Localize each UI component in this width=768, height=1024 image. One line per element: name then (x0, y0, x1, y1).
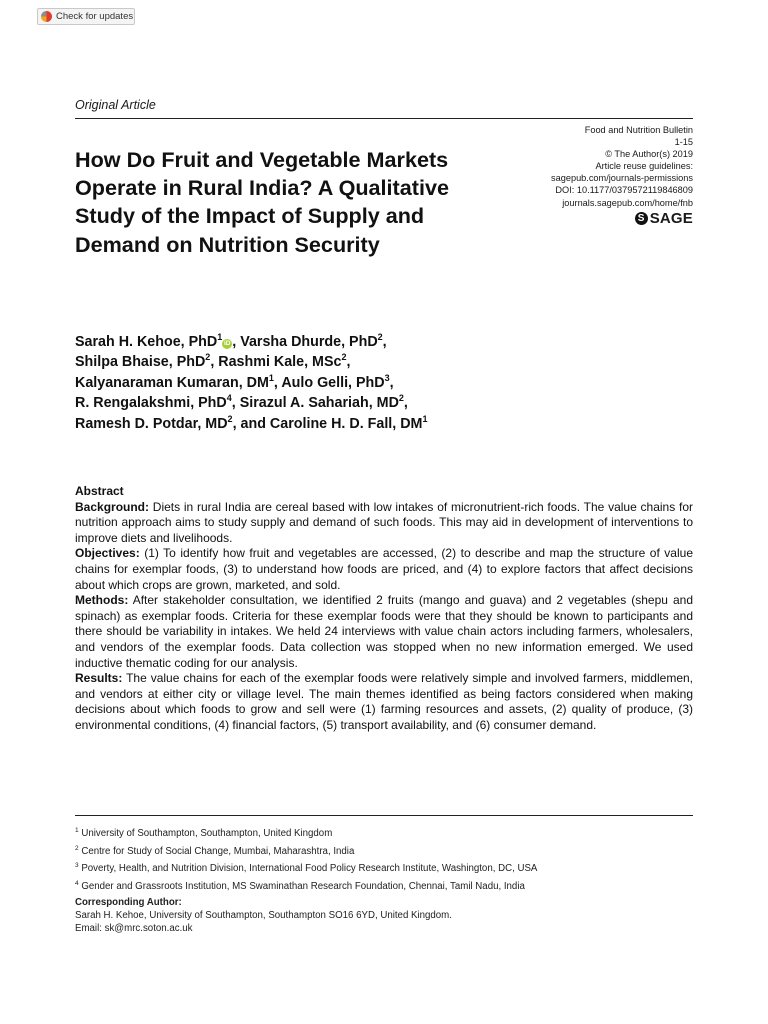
affiliation-item (75, 824, 537, 842)
header-divider (75, 118, 693, 119)
abstract-section (75, 593, 693, 671)
affiliation-number: 1 (75, 827, 79, 834)
corresponding-address: Sarah H. Kehoe, University of Southampton, Southampton SO16 6YD, United Kingdom. (75, 910, 452, 921)
orcid-icon[interactable]: iD (223, 340, 231, 347)
author-name: Sirazul A. Sahariah, MD (239, 395, 399, 412)
affiliation-text: Poverty, Health, and Nutrition Division, International Food Policy Research Institute, Washington, DC, USA (81, 863, 538, 875)
publisher-name: SAGE (649, 210, 693, 227)
author-name: Varsha Dhurde, PhD (240, 334, 378, 350)
abstract-section-text: After stakeholder consultation, we identified 2 fruits (mango and guava) and 2 vegetables (shepu and spinach) as exemplar foods. Criteria for these exemplar foods were that they should be known to participants and there should be variability in intakes. We held 24 interviews with value chain actors including farmers, wholesalers, and vendors of the exemplar foods. Data collection was stopped when no new information emerged. We used inductive thematic coding for our analysis. (75, 593, 693, 670)
reuse-label: Article reuse guidelines: (595, 161, 693, 172)
journal-name: Food and Nutrition Bulletin (584, 125, 693, 135)
author-affiliation-marker: 1 (422, 413, 428, 424)
copyright: © The Author(s) 2019 (605, 149, 693, 160)
abstract-heading: Abstract (75, 484, 124, 498)
abstract (75, 484, 693, 734)
journal-info (551, 124, 693, 209)
check-for-updates-button[interactable] (37, 8, 135, 25)
journal-pages: 1-15 (674, 137, 693, 148)
sage-logo (635, 210, 693, 227)
affiliation-number: 4 (75, 880, 79, 888)
affiliation-text: Centre for Study of Social Change, Mumbai, Maharashtra, India (81, 845, 355, 857)
abstract-section (75, 500, 693, 547)
author-affiliation-marker: 3 (384, 373, 390, 384)
check-for-updates-label: Check for updates (56, 11, 134, 22)
abstract-section-label: Objectives: (75, 546, 140, 561)
article-title: How Do Fruit and Vegetable Markets Operate in Rural India? A Qualitative Study of the Impact of Supply and Demand on Nutrition Security (75, 147, 449, 257)
abstract-section-text: The value chains for each of the exemplar foods were relatively simple and involved farmers, middlemen, and vendors at either city or village level. The main themes identified as being factors considered when making decisions about which foods to grow and sell were (1) farming resources and assets, (2) quality of produce, (3) environmental conditions, (4) financial factors, (5) transport availability, and (6) consumer demand. (75, 671, 693, 732)
corresponding-email[interactable]: Email: sk@mrc.soton.ac.uk (75, 923, 193, 934)
author-name: R. Rengalakshmi, PhD (75, 395, 227, 412)
journal-link[interactable]: journals.sagepub.com/home/fnb (562, 197, 693, 208)
doi-link[interactable]: DOI: 10.1177/0379572119846809 (555, 185, 693, 196)
affiliation-number: 2 (75, 844, 79, 852)
author-name: Shilpa Bhaise, PhD (75, 354, 206, 371)
sage-logo-icon: S (635, 212, 648, 225)
affiliation-text: University of Southampton, Southampton, United Kingdom (81, 828, 333, 840)
corresponding-author (75, 896, 452, 935)
affiliation-number: 3 (75, 862, 79, 870)
corresponding-label: Corresponding Author: (75, 897, 182, 908)
article-type: Original Article (75, 98, 156, 112)
reuse-link[interactable]: sagepub.com/journals-permissions (551, 173, 693, 184)
author-affiliation-marker: 2 (377, 332, 383, 343)
abstract-sections (75, 500, 693, 734)
affiliation-item (75, 842, 537, 860)
author-affiliation-marker: 1 (217, 332, 223, 343)
affiliation-item (75, 877, 537, 895)
author-name: Kalyanaraman Kumaran, DM (75, 374, 269, 391)
author-affiliation-marker: 4 (226, 393, 232, 404)
abstract-section-label: Background: (75, 499, 150, 514)
author-name: Sarah H. Kehoe, PhD (75, 334, 218, 350)
author-affiliation-marker: 2 (398, 393, 404, 404)
footnote-divider (75, 815, 693, 816)
author-name: Aulo Gelli, PhD (281, 374, 385, 391)
affiliation-item (75, 859, 537, 877)
author-affiliation-marker: 2 (341, 352, 347, 363)
abstract-section-text: Diets in rural India are cereal based with low intakes of micronutrient-rich foods. The value chains for nutrition approach aims to study supply and demand of such foods. This may aid in development of interventions to improve diets and livelihoods. (75, 499, 693, 545)
abstract-section-label: Results: (75, 671, 123, 686)
author-name: Rashmi Kale, MSc (218, 354, 342, 371)
abstract-section (75, 671, 693, 733)
abstract-section-label: Methods: (75, 593, 129, 608)
author-name: Caroline H. D. Fall, DM (269, 415, 423, 432)
author-affiliation-marker: 2 (205, 352, 211, 363)
crossmark-icon (41, 11, 52, 22)
author-affiliation-marker: 1 (268, 373, 274, 384)
abstract-section (75, 546, 693, 593)
author-affiliation-marker: 2 (227, 413, 233, 424)
affiliation-text: Gender and Grassroots Institution, MS Swaminathan Research Foundation, Chennai, Tamil Nadu, India (81, 881, 525, 893)
affiliations (75, 824, 537, 895)
abstract-section-text: (1) To identify how fruit and vegetables are accessed, (2) to describe and map the structure of value chains for exemplar foods, (3) to understand how foods are priced, and (4) to explore factors that affect decisions about which crops are grown, marketed, and sold. (75, 546, 693, 592)
author-name: Ramesh D. Potdar, MD (75, 415, 228, 432)
author-list: Sarah H. Kehoe, PhD$^1$iD , Varsha Dhurde, PhD$^2$, Shilpa Bhaise, PhD$^2$, Rashmi Kale, MSc$^2$, Kalyanaraman Kumaran, $DM^1$, Aulo Gelli, PhD$^3$, R. Rengalakshmi, PhD$^4$, Sirazul A. Sahariah, $MD^2$, Ramesh D. Potdar, $MD^2$, and Caroline H. D. Fall, $DM^1$ (75, 332, 428, 432)
